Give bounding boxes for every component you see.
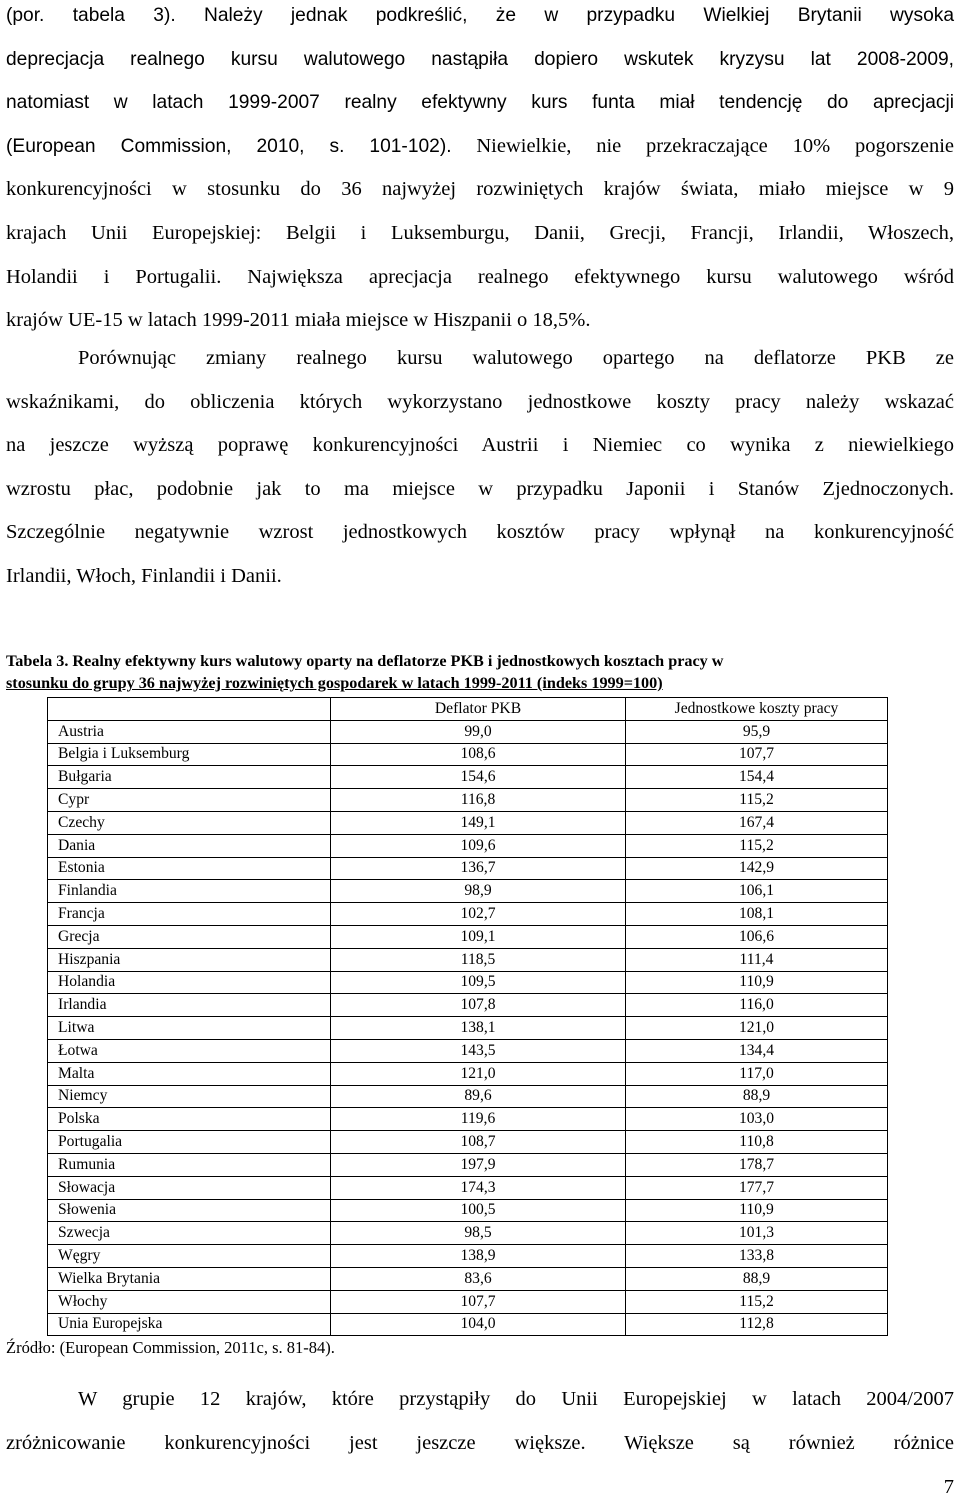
table-row	[48, 834, 888, 857]
cell-deflator: 109,1	[331, 925, 626, 948]
cell-deflator: 149,1	[331, 811, 626, 834]
table-caption-text: Realny efektywny kurs walutowy oparty na deflatorze PKB i jednostkowych kosztach pracy w	[68, 652, 724, 670]
paragraph-1-line: natomiast w latach 1999-2007 realny efektywny kurs funta miał tendencję do aprecjacji	[6, 92, 954, 114]
paragraph-1-line: Holandii i Portugalii. Największa aprecjacja realnego efektywnego kursu walutowego wśród	[6, 265, 954, 288]
cell-country: Niemcy	[48, 1085, 331, 1108]
cell-labour-cost: 110,8	[626, 1131, 888, 1154]
paragraph-2-line: wskaźnikami, do obliczenia których wykorzystano jednostkowe koszty pracy należy wskazać	[6, 390, 954, 413]
table-row	[48, 743, 888, 766]
cell-deflator: 136,7	[331, 857, 626, 880]
cell-labour-cost: 88,9	[626, 1267, 888, 1290]
cell-country: Malta	[48, 1062, 331, 1085]
header-cell-deflator: Deflator PKB	[331, 698, 626, 721]
cell-country: Finlandia	[48, 880, 331, 903]
cell-country: Belgia i Luksemburg	[48, 743, 331, 766]
cell-country: Francja	[48, 903, 331, 926]
paragraph-1-line-part: Niewielkie, nie przekraczające 10% pogorszenie	[451, 134, 954, 157]
cell-labour-cost: 95,9	[626, 720, 888, 743]
cell-labour-cost: 134,4	[626, 1039, 888, 1062]
cell-country: Łotwa	[48, 1039, 331, 1062]
cell-deflator: 98,5	[331, 1222, 626, 1245]
paragraph-1-line: krajach Unii Europejskiej: Belgii i Luksemburgu, Danii, Grecji, Francji, Irlandii, Włoszech,	[6, 221, 954, 244]
table-caption	[6, 650, 956, 694]
cell-country: Grecja	[48, 925, 331, 948]
paragraph-1-line: krajów UE-15 w latach 1999-2011 miała miejsce w Hiszpanii o 18,5%.	[6, 309, 591, 332]
table-body	[48, 720, 888, 1336]
cell-labour-cost: 106,6	[626, 925, 888, 948]
cell-labour-cost: 110,9	[626, 971, 888, 994]
cell-country: Portugalia	[48, 1131, 331, 1154]
cell-labour-cost: 103,0	[626, 1108, 888, 1131]
table-row	[48, 994, 888, 1017]
cell-labour-cost: 115,2	[626, 1290, 888, 1313]
table-caption-line: stosunku do grupy 36 najwyżej rozwiniętych gospodarek w latach 1999-2011 (indeks 1999=100)	[6, 674, 663, 692]
cell-country: Wielka Brytania	[48, 1267, 331, 1290]
cell-deflator: 109,6	[331, 834, 626, 857]
table-row	[48, 971, 888, 994]
cell-deflator: 119,6	[331, 1108, 626, 1131]
cell-labour-cost: 111,4	[626, 948, 888, 971]
table-row	[48, 948, 888, 971]
cell-country: Dania	[48, 834, 331, 857]
cell-labour-cost: 121,0	[626, 1017, 888, 1040]
table-row	[48, 789, 888, 812]
cell-country: Polska	[48, 1108, 331, 1131]
cell-labour-cost: 107,7	[626, 743, 888, 766]
table-row	[48, 1313, 888, 1336]
paragraph-2	[6, 337, 954, 599]
cell-deflator: 197,9	[331, 1153, 626, 1176]
paragraph-2-line: Irlandii, Włoch, Finlandii i Danii.	[6, 564, 282, 587]
cell-country: Holandia	[48, 971, 331, 994]
cell-deflator: 121,0	[331, 1062, 626, 1085]
cell-deflator: 83,6	[331, 1267, 626, 1290]
table-row	[48, 1153, 888, 1176]
paragraph-1-line: (por. tabela 3). Należy jednak podkreślić, że w przypadku Wielkiej Brytanii wysoka	[6, 5, 954, 26]
paragraph-1-line: deprecjacja realnego kursu walutowego nastąpiła dopiero wskutek kryzysu lat 2008-2009,	[6, 48, 954, 70]
paragraph-3-line: zróżnicowanie konkurencyjności jest jeszcze większe. Większe są również różnice	[6, 1431, 954, 1454]
table-row	[48, 1222, 888, 1245]
cell-deflator: 154,6	[331, 766, 626, 789]
table-row	[48, 1039, 888, 1062]
cell-deflator: 99,0	[331, 720, 626, 743]
table-caption-line	[6, 650, 956, 672]
table-row	[48, 720, 888, 743]
cell-labour-cost: 108,1	[626, 903, 888, 926]
cell-country: Rumunia	[48, 1153, 331, 1176]
table-row	[48, 1062, 888, 1085]
cell-deflator: 138,1	[331, 1017, 626, 1040]
cell-country: Czechy	[48, 811, 331, 834]
cell-deflator: 89,6	[331, 1085, 626, 1108]
table-row	[48, 903, 888, 926]
cell-country: Włochy	[48, 1290, 331, 1313]
cell-labour-cost: 167,4	[626, 811, 888, 834]
table-row	[48, 1245, 888, 1268]
paragraph-1-line: konkurencyjności w stosunku do 36 najwyżej rozwiniętych krajów świata, miało miejsce w 9	[6, 178, 954, 201]
cell-deflator: 109,5	[331, 971, 626, 994]
cell-labour-cost: 106,1	[626, 880, 888, 903]
cell-country: Litwa	[48, 1017, 331, 1040]
cell-deflator: 100,5	[331, 1199, 626, 1222]
table-row	[48, 1017, 888, 1040]
cell-country: Słowacja	[48, 1176, 331, 1199]
header-cell-country	[48, 698, 331, 721]
cell-deflator: 138,9	[331, 1245, 626, 1268]
table-row	[48, 1290, 888, 1313]
cell-deflator: 174,3	[331, 1176, 626, 1199]
cell-country: Cypr	[48, 789, 331, 812]
paragraph-1-line	[6, 125, 954, 169]
header-cell-labour-cost: Jednostkowe koszty pracy	[626, 698, 888, 721]
paragraph-3-line: W grupie 12 krajów, które przystąpiły do Unii Europejskiej w latach 2004/2007	[78, 1388, 954, 1410]
cell-labour-cost: 154,4	[626, 766, 888, 789]
source-note: Źródło: (European Commission, 2011c, s. 81-84).	[6, 1338, 335, 1357]
cell-deflator: 116,8	[331, 789, 626, 812]
data-table	[47, 697, 888, 1336]
cell-country: Bułgaria	[48, 766, 331, 789]
paragraph-1-line-part: (European Commission, 2010, s. 101-102).	[6, 135, 452, 157]
cell-country: Węgry	[48, 1245, 331, 1268]
table-row	[48, 811, 888, 834]
cell-deflator: 107,7	[331, 1290, 626, 1313]
cell-labour-cost: 177,7	[626, 1176, 888, 1199]
cell-deflator: 108,7	[331, 1131, 626, 1154]
table-row	[48, 1108, 888, 1131]
cell-labour-cost: 133,8	[626, 1245, 888, 1268]
cell-labour-cost: 178,7	[626, 1153, 888, 1176]
cell-country: Hiszpania	[48, 948, 331, 971]
cell-labour-cost: 117,0	[626, 1062, 888, 1085]
cell-labour-cost: 115,2	[626, 834, 888, 857]
cell-deflator: 143,5	[331, 1039, 626, 1062]
table-row	[48, 1267, 888, 1290]
cell-country: Irlandia	[48, 994, 331, 1017]
cell-deflator: 98,9	[331, 880, 626, 903]
cell-country: Słowenia	[48, 1199, 331, 1222]
table-row	[48, 925, 888, 948]
cell-country: Szwecja	[48, 1222, 331, 1245]
table-row	[48, 857, 888, 880]
cell-deflator: 108,6	[331, 743, 626, 766]
cell-labour-cost: 115,2	[626, 789, 888, 812]
cell-labour-cost: 88,9	[626, 1085, 888, 1108]
cell-labour-cost: 110,9	[626, 1199, 888, 1222]
cell-deflator: 118,5	[331, 948, 626, 971]
cell-country: Austria	[48, 720, 331, 743]
cell-country: Unia Europejska	[48, 1313, 331, 1336]
paragraph-1	[6, 0, 954, 343]
cell-labour-cost: 142,9	[626, 857, 888, 880]
paragraph-2-line: Porównując zmiany realnego kursu walutowego opartego na deflatorze PKB ze	[78, 347, 954, 369]
paragraph-2-line: wzrostu płac, podobnie jak to ma miejsce w przypadku Japonii i Stanów Zjednoczonych.	[6, 477, 954, 500]
table-caption-label: Tabela 3.	[6, 652, 69, 670]
paragraph-2-line: na jeszcze wyższą poprawę konkurencyjności Austrii i Niemiec co wynika z niewielkiego	[6, 434, 954, 457]
table-header-row	[48, 698, 888, 721]
table-row	[48, 1131, 888, 1154]
page-number: 7	[943, 1476, 954, 1498]
cell-deflator: 102,7	[331, 903, 626, 926]
table-row	[48, 1199, 888, 1222]
cell-country: Estonia	[48, 857, 331, 880]
cell-labour-cost: 101,3	[626, 1222, 888, 1245]
paragraph-2-line: Szczególnie negatywnie wzrost jednostkowych kosztów pracy wpłynął na konkurencyjność	[6, 521, 954, 544]
cell-labour-cost: 112,8	[626, 1313, 888, 1336]
table-row	[48, 880, 888, 903]
table-row	[48, 766, 888, 789]
table-row	[48, 1176, 888, 1199]
table-row	[48, 1085, 888, 1108]
cell-labour-cost: 116,0	[626, 994, 888, 1017]
paragraph-3	[6, 1378, 954, 1465]
cell-deflator: 107,8	[331, 994, 626, 1017]
cell-deflator: 104,0	[331, 1313, 626, 1336]
